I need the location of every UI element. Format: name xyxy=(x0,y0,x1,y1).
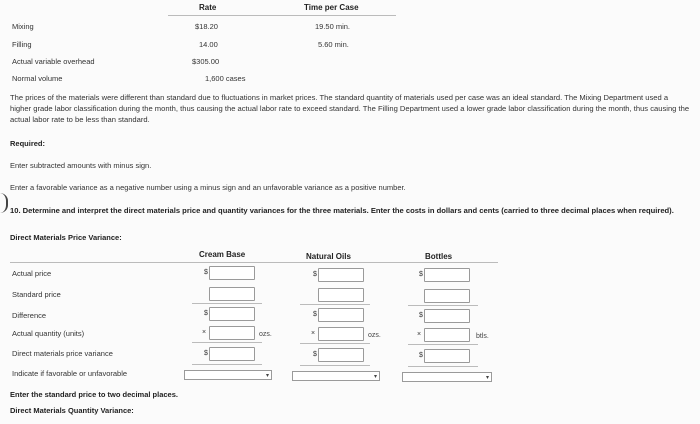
cream-actual-quantity-input[interactable] xyxy=(209,326,255,340)
filling-rate: 14.00 xyxy=(199,40,218,49)
mixing-time: 19.50 min. xyxy=(315,22,351,31)
dollar-sign: $ xyxy=(419,352,423,359)
section-title-quantity-variance: Direct Materials Quantity Variance: xyxy=(10,406,134,415)
normal-volume-value: 1,600 cases xyxy=(205,74,246,83)
cream-actual-price-input[interactable] xyxy=(209,266,255,280)
bottles-price-variance-input[interactable] xyxy=(424,349,470,363)
question-marker xyxy=(0,193,8,213)
col-bottles: Bottles xyxy=(425,252,453,261)
label-actual-quantity: Actual quantity (units) xyxy=(12,329,85,338)
times-sign: × xyxy=(417,331,422,338)
oils-double-rule xyxy=(300,365,370,366)
bottles-var-rule xyxy=(408,344,478,345)
bottles-difference-input[interactable] xyxy=(424,309,470,323)
filling-time: 5.60 min. xyxy=(318,40,349,49)
cream-diff-rule xyxy=(192,303,262,304)
row-label-filling: Filling xyxy=(12,40,32,49)
dollar-sign: $ xyxy=(313,271,317,278)
question-text xyxy=(10,205,690,216)
col-natural-oils: Natural Oils xyxy=(306,252,351,261)
bottles-double-rule xyxy=(408,366,478,367)
section-title-price-variance: Direct Materials Price Variance: xyxy=(10,233,122,242)
bottles-actual-quantity-input[interactable] xyxy=(424,328,470,342)
cream-unit: ozs. xyxy=(259,331,272,338)
required-label: Required: xyxy=(10,139,46,148)
dollar-sign: $ xyxy=(313,351,317,358)
dollar-sign: $ xyxy=(313,311,317,318)
header-rule xyxy=(168,15,396,16)
oils-price-variance-input[interactable] xyxy=(318,348,364,362)
oils-favorable-select[interactable] xyxy=(292,371,380,381)
label-indicate: Indicate if favorable or unfavorable xyxy=(12,369,128,378)
problem-paragraph: The prices of the materials were different than standard due to fluctuations in market prices. The standard quantity of materials used per case was an ideal standard. The Mixing Department used a higher grade labor classification during the month, thus causing the actual labor rate to exceed standard. The Filling Department used a lower grade labor classification during the month, thus causing the actual labor rate to be less than standard. xyxy=(10,93,690,124)
oils-difference-input[interactable] xyxy=(318,308,364,322)
bottles-standard-price-input[interactable] xyxy=(424,289,470,303)
dollar-sign: $ xyxy=(204,269,208,276)
times-sign: × xyxy=(311,330,316,337)
row-label-mixing: Mixing xyxy=(12,22,34,31)
bottles-actual-price-input[interactable] xyxy=(424,268,470,282)
cream-double-rule xyxy=(192,364,262,365)
cream-favorable-select[interactable] xyxy=(184,370,272,380)
dollar-sign: $ xyxy=(204,310,208,317)
cream-difference-input[interactable] xyxy=(209,307,255,321)
instruction-favorable: Enter a favorable variance as a negative number using a minus sign and an unfavorable variance as a positive number. xyxy=(10,183,406,192)
bottles-diff-rule xyxy=(408,305,478,306)
label-price-variance: Direct materials price variance xyxy=(12,349,113,358)
oils-var-rule xyxy=(300,343,370,344)
chevron-down-icon: ▾ xyxy=(373,374,377,380)
bottles-unit: btls. xyxy=(476,333,489,340)
chevron-down-icon: ▾ xyxy=(265,373,269,379)
mixing-rate: $18.20 xyxy=(195,22,218,31)
label-actual-price: Actual price xyxy=(12,269,52,278)
dollar-sign: $ xyxy=(419,271,423,278)
bottles-favorable-select[interactable] xyxy=(402,372,492,382)
col-header-time: Time per Case xyxy=(304,3,359,12)
oils-standard-price-input[interactable] xyxy=(318,288,364,302)
question-instruction: Enter the costs in dollars and cents (carried to three decimal places when required). xyxy=(370,206,674,215)
overhead-rate: $305.00 xyxy=(192,57,220,66)
standard-price-note: Enter the standard price to two decimal places. xyxy=(10,390,178,399)
cream-var-rule xyxy=(192,342,262,343)
oils-unit: ozs. xyxy=(368,332,381,339)
dollar-sign: $ xyxy=(419,312,423,319)
chevron-down-icon: ▾ xyxy=(485,375,489,381)
cream-price-variance-input[interactable] xyxy=(209,347,255,361)
col-cream-base: Cream Base xyxy=(199,250,246,259)
oils-actual-quantity-input[interactable] xyxy=(318,327,364,341)
table-top-rule xyxy=(10,262,498,263)
label-difference: Difference xyxy=(12,311,47,320)
oils-diff-rule xyxy=(300,304,370,305)
dollar-sign: $ xyxy=(204,350,208,357)
instruction-minus-sign: Enter subtracted amounts with minus sign. xyxy=(10,161,152,170)
question-number-text: 10. Determine and interpret the direct materials price and quantity variances for the three materials. xyxy=(10,206,371,215)
cream-standard-price-input[interactable] xyxy=(209,287,255,301)
label-standard-price: Standard price xyxy=(12,290,61,299)
row-label-overhead: Actual variable overhead xyxy=(12,57,95,66)
oils-actual-price-input[interactable] xyxy=(318,268,364,282)
row-label-normal-volume: Normal volume xyxy=(12,74,63,83)
times-sign: × xyxy=(202,329,207,336)
col-header-rate: Rate xyxy=(199,3,217,12)
